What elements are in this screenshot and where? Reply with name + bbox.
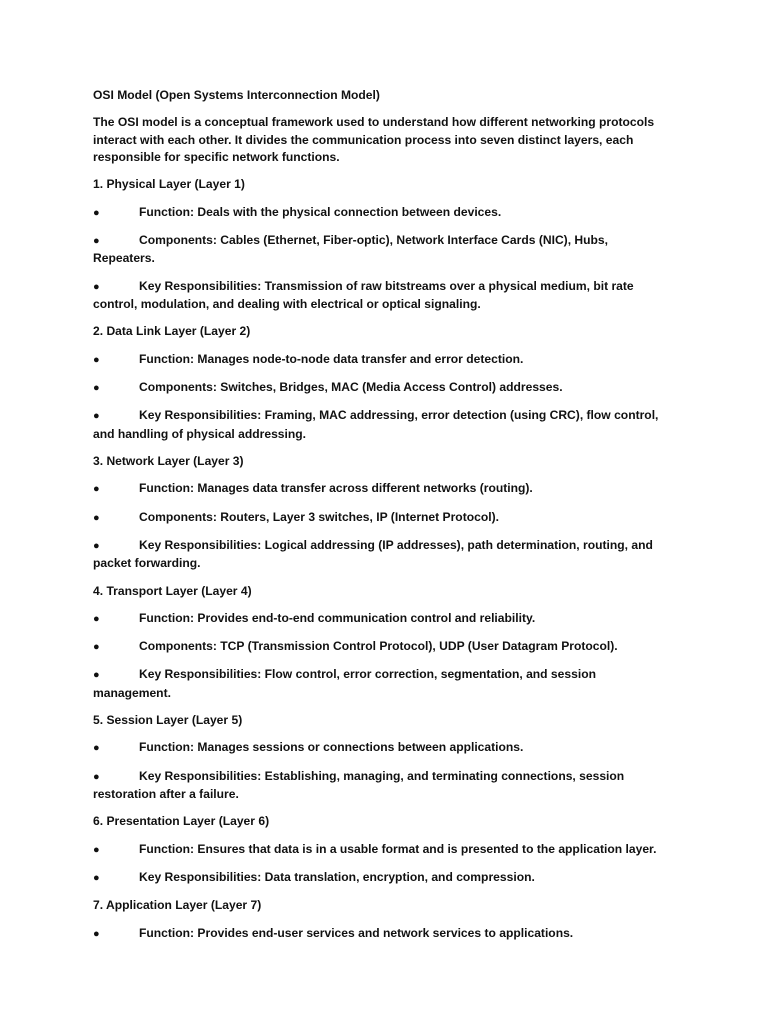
bullet-item bbox=[93, 204, 673, 222]
bullet-item bbox=[93, 666, 673, 702]
bullet-dot-icon: ● bbox=[93, 483, 100, 496]
bullet-item bbox=[93, 278, 673, 314]
bullet-dot-icon: ● bbox=[93, 669, 100, 682]
layers-section bbox=[93, 176, 673, 943]
bullet-dot-icon: ● bbox=[93, 410, 100, 423]
bullet-item bbox=[93, 351, 673, 369]
bullet-text: Function: Manages data transfer across different networks (routing). bbox=[139, 481, 533, 496]
document-title: OSI Model (Open Systems Interconnection Model) bbox=[93, 88, 380, 102]
document-page bbox=[93, 87, 673, 953]
bullet-text: Key Responsibilities: Transmission of raw bitstreams over a physical medium, bit rate control, modulation, and dealing with electrical or optical signaling. bbox=[93, 278, 634, 312]
bullet-text: Components: Cables (Ethernet, Fiber-optic), Network Interface Cards (NIC), Hubs, Repeaters. bbox=[93, 233, 609, 266]
bullet-dot-icon: ● bbox=[93, 927, 100, 940]
bullet-dot-icon: ● bbox=[93, 539, 100, 552]
bullet-text: Components: Routers, Layer 3 switches, IP (Internet Protocol). bbox=[139, 509, 499, 524]
layer-heading: 4. Transport Layer (Layer 4) bbox=[93, 583, 252, 598]
bullet-dot-icon: ● bbox=[93, 612, 100, 625]
bullet-dot-icon: ● bbox=[93, 206, 100, 219]
bullet-item bbox=[93, 869, 673, 887]
bullet-dot-icon: ● bbox=[93, 641, 100, 654]
bullet-text: Function: Provides end-to-end communication control and reliability. bbox=[139, 610, 536, 625]
bullet-dot-icon: ● bbox=[93, 742, 100, 755]
bullet-text: Key Responsibilities: Flow control, error correction, segmentation, and session management. bbox=[93, 667, 596, 700]
layer-heading: 2. Data Link Layer (Layer 2) bbox=[93, 324, 251, 339]
bullet-text: Key Responsibilities: Logical addressing (IP addresses), path determination, routing, and packet forwarding. bbox=[93, 537, 653, 571]
intro-paragraph: The OSI model is a conceptual framework used to understand how different networking protocols interact with each other. It divides the communication process into seven distinct layers, each responsible for specific network functions. bbox=[93, 115, 655, 165]
bullet-text: Function: Manages node-to-node data transfer and error detection. bbox=[139, 351, 524, 366]
bullet-item bbox=[93, 925, 673, 943]
bullet-item bbox=[93, 537, 673, 573]
bullet-item bbox=[93, 739, 673, 757]
layer-heading: 3. Network Layer (Layer 3) bbox=[93, 454, 244, 468]
bullet-dot-icon: ● bbox=[93, 843, 100, 856]
bullet-dot-icon: ● bbox=[93, 235, 100, 247]
bullet-dot-icon: ● bbox=[93, 511, 100, 524]
bullet-dot-icon: ● bbox=[93, 770, 100, 783]
bullet-text: Key Responsibilities: Data translation, encryption, and compression. bbox=[139, 870, 535, 885]
bullet-item bbox=[93, 407, 673, 443]
bullet-text: Key Responsibilities: Framing, MAC addressing, error detection (using CRC), flow control, and handling of physical addressing. bbox=[93, 408, 659, 441]
bullet-item bbox=[93, 841, 673, 859]
bullet-text: Function: Provides end-user services and network services to applications. bbox=[139, 925, 574, 940]
layer-heading: 7. Application Layer (Layer 7) bbox=[93, 898, 262, 913]
bullet-text: Components: Switches, Bridges, MAC (Media Access Control) addresses. bbox=[139, 380, 563, 394]
bullet-text: Function: Manages sessions or connections between applications. bbox=[139, 740, 524, 755]
bullet-dot-icon: ● bbox=[93, 280, 100, 293]
layer-heading: 1. Physical Layer (Layer 1) bbox=[93, 177, 245, 192]
bullet-item bbox=[93, 610, 673, 628]
bullet-text: Function: Ensures that data is in a usable format and is presented to the application layer. bbox=[139, 841, 657, 856]
bullet-dot-icon: ● bbox=[93, 872, 100, 885]
bullet-item bbox=[93, 768, 673, 804]
bullet-text: Components: TCP (Transmission Control Protocol), UDP (User Datagram Protocol). bbox=[139, 639, 618, 654]
bullet-dot-icon: ● bbox=[93, 382, 100, 394]
layer-heading: 6. Presentation Layer (Layer 6) bbox=[93, 814, 270, 829]
bullet-item bbox=[93, 638, 673, 656]
bullet-item bbox=[93, 509, 673, 527]
bullet-item bbox=[93, 379, 673, 397]
bullet-text: Key Responsibilities: Establishing, managing, and terminating connections, session restoration after a failure. bbox=[93, 768, 625, 802]
bullet-dot-icon: ● bbox=[93, 353, 100, 366]
layer-heading: 5. Session Layer (Layer 5) bbox=[93, 713, 243, 728]
bullet-item bbox=[93, 232, 673, 268]
bullet-text: Function: Deals with the physical connection between devices. bbox=[139, 204, 502, 219]
bullet-item bbox=[93, 480, 673, 498]
